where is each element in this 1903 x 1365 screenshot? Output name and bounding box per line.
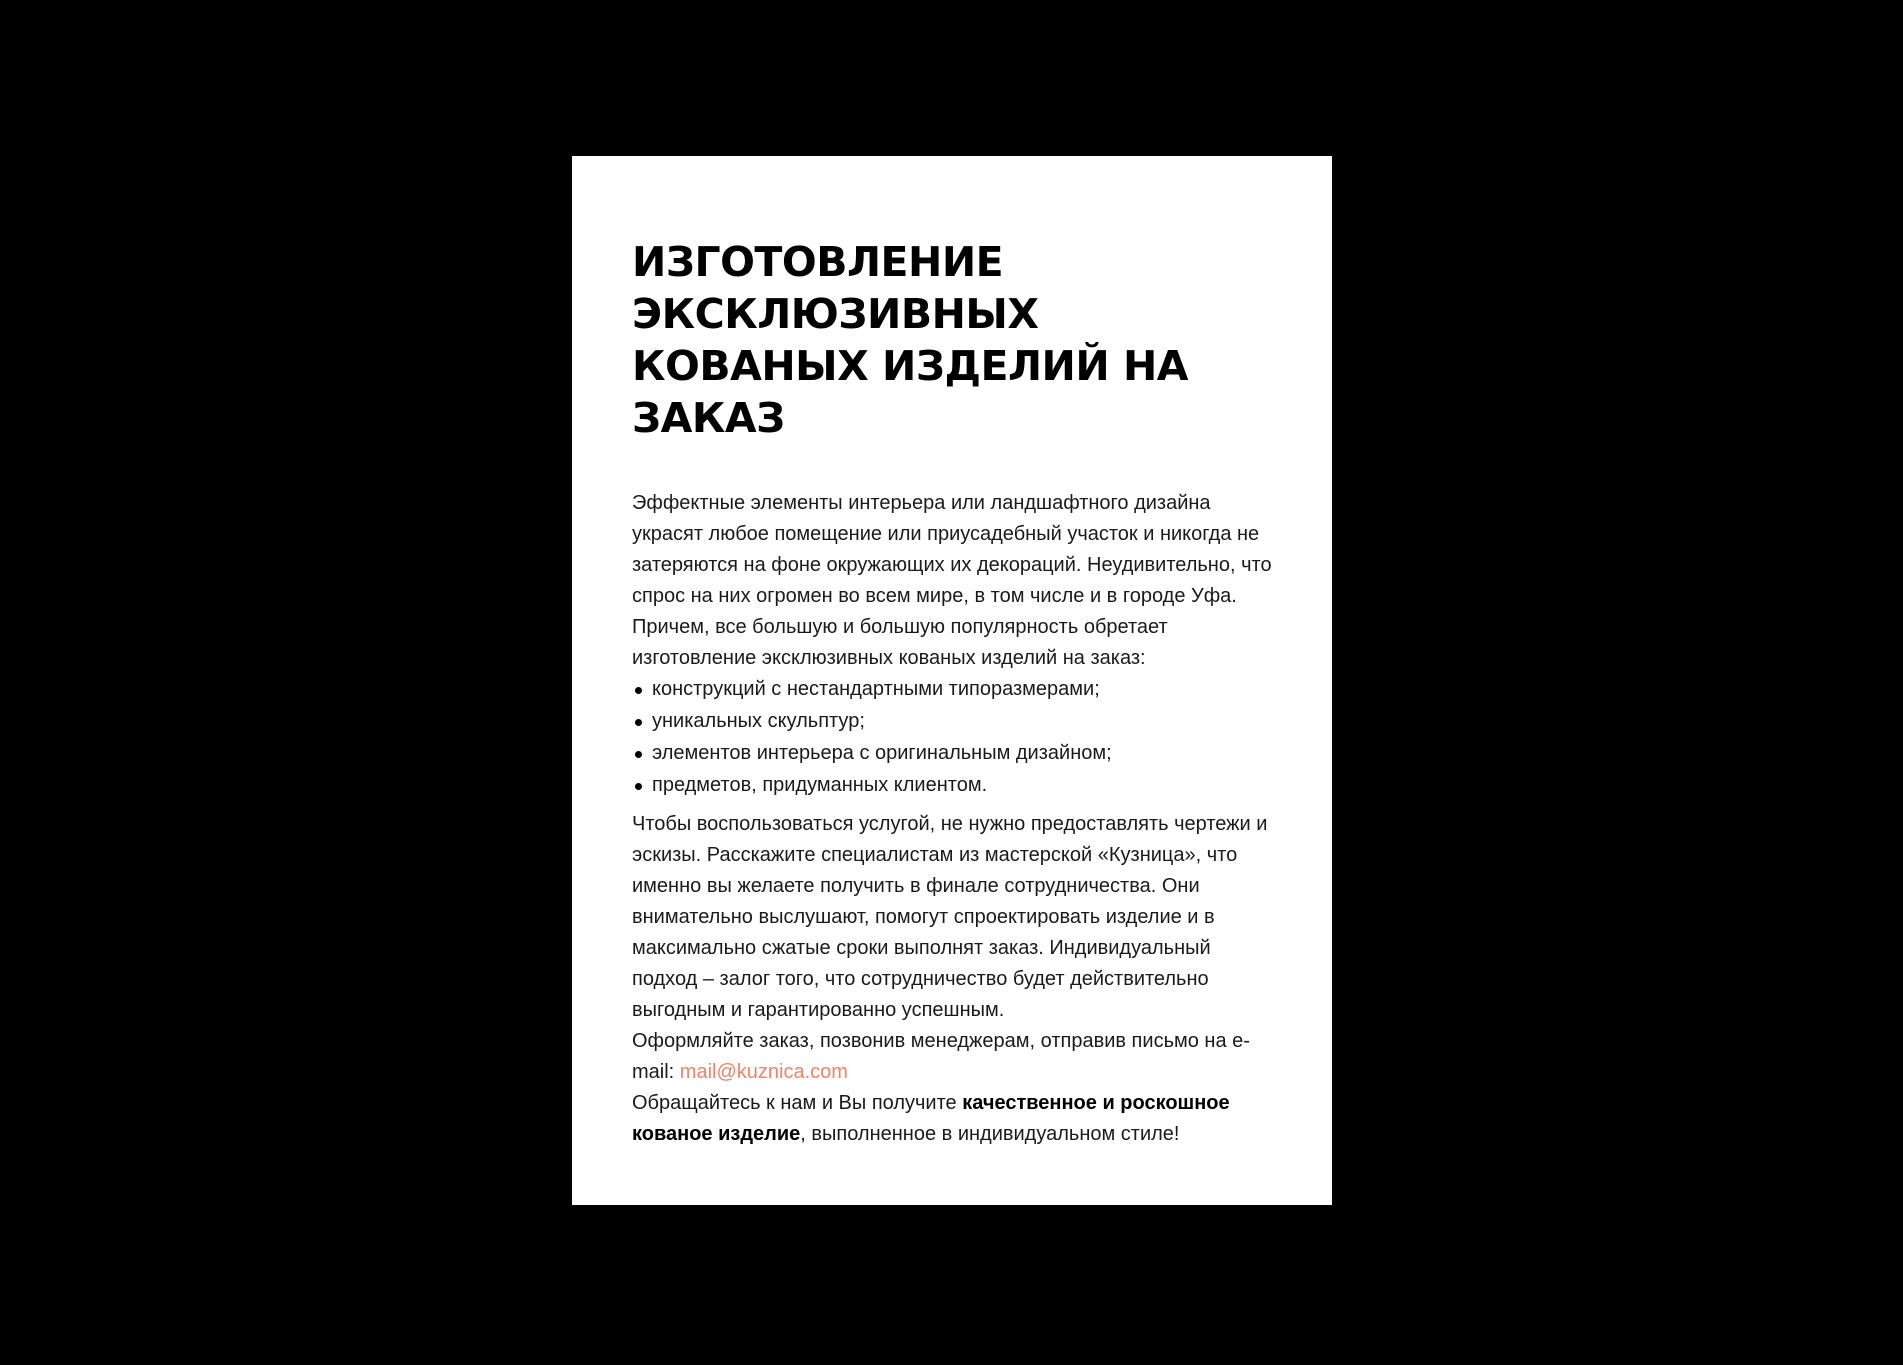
closing-prefix: Обращайтесь к нам и Вы получите xyxy=(632,1092,963,1114)
closing-highlight: качественное и роскошное кованое изделие xyxy=(632,1092,1230,1145)
closing-paragraph xyxy=(632,1088,1272,1150)
product-list xyxy=(632,674,1272,801)
intro-paragraph: Эффектные элементы интерьера или ландшафтного дизайна украсят любое помещение или приусадебный участок и никогда не затеряются на фоне окружающих их декораций. Неудивительно, что спрос на них огромен во всем мире, в том числе и в городе Уфа. Причем, все большую и большую популярность обретает изготовление эксклюзивных кованых изделий на заказ: xyxy=(632,492,1272,669)
order-paragraph xyxy=(632,1026,1272,1088)
closing-suffix: , выполненное в индивидуальном стиле! xyxy=(800,1123,1180,1145)
service-paragraph: Чтобы воспользоваться услугой, не нужно предоставлять чертежи и эскизы. Расскажите специалистам из мастерской «Кузница», что именно вы желаете получить в финале сотрудничества. Они внимательно выслушают, помогут спроектировать изделие и в максимально сжатые сроки выполнят заказ. Индивидуальный подход – залог того, что сотрудничество будет действительно выгодным и гарантированно успешным. xyxy=(632,813,1268,1021)
order-text: Оформляйте заказ, позвонив менеджерам, отправив письмо на e-mail: xyxy=(632,1030,1250,1083)
list-item: конструкций с нестандартными типоразмерами; xyxy=(632,674,1272,705)
list-item: предметов, придуманных клиентом. xyxy=(632,770,1272,801)
list-item: уникальных скульптур; xyxy=(632,706,1272,737)
list-item: элементов интерьера с оригинальным дизайном; xyxy=(632,738,1272,769)
page-title: ИЗГОТОВЛЕНИЕ ЭКСКЛЮЗИВНЫХ КОВАНЫХ ИЗДЕЛИЙ НА ЗАКАЗ xyxy=(632,238,1188,442)
article-body xyxy=(632,488,1272,1150)
email-link[interactable]: mail@kuznica.com xyxy=(679,1061,848,1083)
content-modal xyxy=(572,156,1332,1205)
